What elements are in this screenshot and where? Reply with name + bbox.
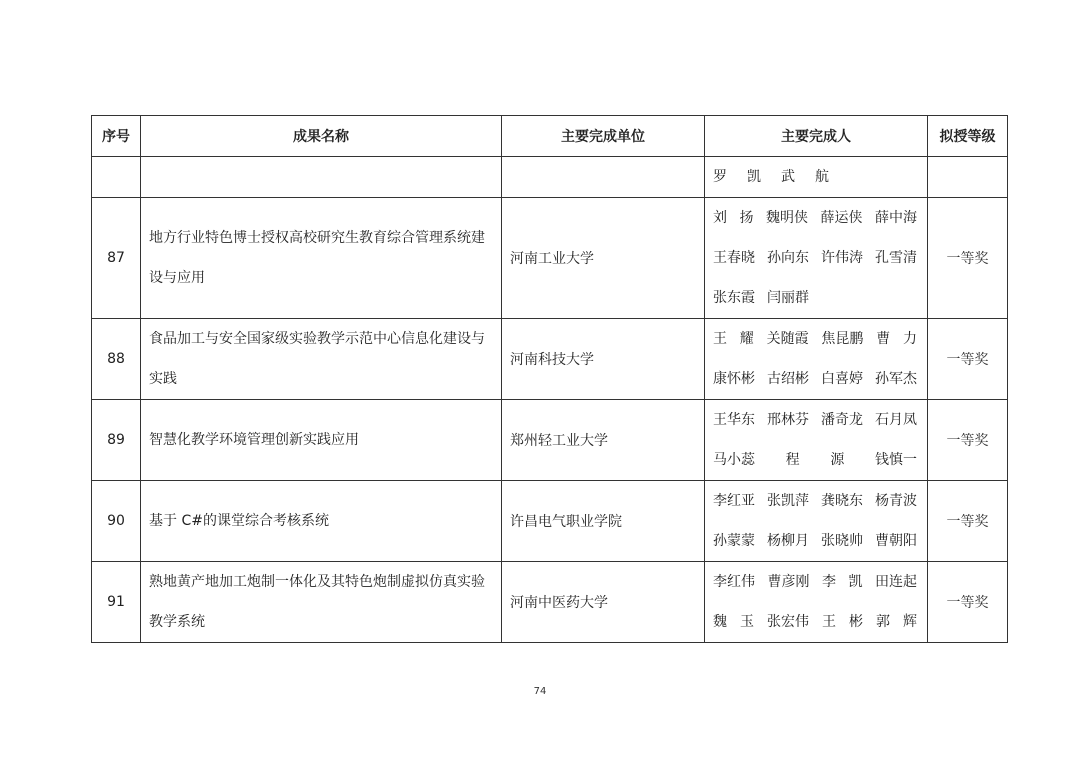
completers-line: [713, 481, 917, 521]
completing-unit: [502, 157, 705, 198]
table-row: [92, 198, 1008, 319]
completer-name: 刘: [713, 210, 727, 226]
row-number: 87: [92, 198, 141, 319]
completer-name: 孙向东: [767, 250, 809, 266]
completer-name: 王: [822, 614, 836, 630]
completer-name: 张晓帅: [821, 533, 863, 549]
completer-name: 彬: [849, 614, 863, 630]
completer-name: 航: [815, 169, 829, 185]
header-grade: 拟授等级: [928, 116, 1008, 157]
row-number: 91: [92, 562, 141, 643]
completer-name: 武: [781, 169, 795, 185]
completers-cell: [705, 198, 928, 319]
awards-table: [91, 115, 1008, 643]
completer-name: 凯: [848, 574, 863, 590]
completer-name: 白喜婷: [821, 371, 863, 387]
completer-name: 石月凤: [875, 412, 917, 428]
page-number: 74: [533, 686, 547, 697]
completer-name: 孙军杰: [875, 371, 917, 387]
row-number: 88: [92, 319, 141, 400]
completer-name: 源: [830, 452, 845, 468]
table-header-row: [92, 116, 1008, 157]
row-number: 90: [92, 481, 141, 562]
completer-name: 马小蕊: [713, 452, 755, 468]
completer-name: 曹彦刚: [767, 574, 810, 590]
completers-line: [713, 319, 917, 359]
completers-line: [713, 278, 917, 318]
completers-line: [713, 400, 917, 440]
completer-name: 康怀彬: [713, 371, 755, 387]
completer-name: 曹: [876, 331, 891, 347]
completers-line: [713, 359, 917, 399]
completer-name: 张宏伟: [767, 614, 809, 630]
row-number: [92, 157, 141, 198]
completer-name: 力: [902, 331, 917, 347]
achievement-title: 地方行业特色博士授权高校研究生教育综合管理系统建设与应用: [141, 198, 502, 319]
completer-name: 古绍彬: [767, 371, 809, 387]
table-row: [92, 319, 1008, 400]
table-row: [92, 400, 1008, 481]
row-number: 89: [92, 400, 141, 481]
completers-cell: [705, 319, 928, 400]
table-row: [92, 157, 1008, 198]
completers-line: [713, 238, 917, 278]
header-num: 序号: [92, 116, 141, 157]
completer-name: 郭: [876, 614, 890, 630]
completer-name: 孔雪清: [875, 250, 917, 266]
completing-unit: 郑州轻工业大学: [502, 400, 705, 481]
award-grade: 一等奖: [928, 400, 1008, 481]
completers-cell: [705, 400, 928, 481]
completer-name: 闫丽群: [767, 290, 809, 306]
completer-name: 张凯萍: [767, 493, 809, 509]
completer-name: 许伟涛: [821, 250, 863, 266]
completers-line: [713, 562, 917, 602]
award-grade: 一等奖: [928, 481, 1008, 562]
completer-name: 曹朝阳: [875, 533, 917, 549]
completer-name: 耀: [739, 331, 754, 347]
completer-name: 龚晓东: [821, 493, 863, 509]
completers-line: [713, 602, 917, 642]
completer-name: 程: [785, 452, 800, 468]
completer-name: 孙蒙蒙: [713, 533, 755, 549]
completer-name: 薛中海: [875, 210, 917, 226]
award-grade: 一等奖: [928, 319, 1008, 400]
completers-cell: [705, 157, 928, 198]
achievement-title: 基于 C#的课堂综合考核系统: [141, 481, 502, 562]
completer-name: 魏: [713, 614, 727, 630]
completer-name: 罗: [713, 169, 727, 185]
completer-name: 辉: [903, 614, 917, 630]
completer-name: 邢林芬: [767, 412, 809, 428]
table-row: [92, 481, 1008, 562]
completer-name: 杨青波: [875, 493, 917, 509]
completers-line: [713, 198, 917, 238]
completer-name: 潘奇龙: [821, 412, 863, 428]
completer-name: 凯: [747, 169, 761, 185]
completing-unit: 河南中医药大学: [502, 562, 705, 643]
completers-cell: [705, 481, 928, 562]
completer-name: 杨柳月: [767, 533, 809, 549]
table-row: [92, 562, 1008, 643]
achievement-title: 智慧化教学环境管理创新实践应用: [141, 400, 502, 481]
completing-unit: 许昌电气职业学院: [502, 481, 705, 562]
completer-name: 田连起: [875, 574, 917, 590]
award-grade: 一等奖: [928, 198, 1008, 319]
completer-name: 关随霞: [766, 331, 809, 347]
completer-name: 魏明侠: [766, 210, 808, 226]
table-body: [92, 157, 1008, 643]
completers-line: [713, 521, 917, 561]
achievement-title: 熟地黄产地加工炮制一体化及其特色炮制虚拟仿真实验教学系统: [141, 562, 502, 643]
completing-unit: 河南科技大学: [502, 319, 705, 400]
completer-name: 王: [713, 331, 727, 347]
completer-name: 张东霞: [713, 290, 755, 306]
completer-name: 焦昆鹏: [821, 331, 864, 347]
completer-name: 薛运侠: [820, 210, 863, 226]
header-people: 主要完成人: [705, 116, 928, 157]
completer-name: 钱慎一: [874, 452, 917, 468]
completer-name: 王华东: [713, 412, 755, 428]
award-grade: 一等奖: [928, 562, 1008, 643]
completer-name: 李红伟: [713, 574, 755, 590]
completing-unit: 河南工业大学: [502, 198, 705, 319]
completer-name: 李红亚: [713, 493, 755, 509]
award-grade: [928, 157, 1008, 198]
completer-name: 李: [822, 574, 836, 590]
completer-name: 玉: [740, 614, 754, 630]
completer-name: 扬: [739, 210, 754, 226]
completer-name: 王春晓: [713, 250, 755, 266]
completers-line: [713, 440, 917, 480]
achievement-title: 食品加工与安全国家级实验教学示范中心信息化建设与实践: [141, 319, 502, 400]
header-unit: 主要完成单位: [502, 116, 705, 157]
header-title: 成果名称: [141, 116, 502, 157]
achievement-title: [141, 157, 502, 198]
completers-cell: [705, 562, 928, 643]
completers-line: [713, 157, 917, 197]
